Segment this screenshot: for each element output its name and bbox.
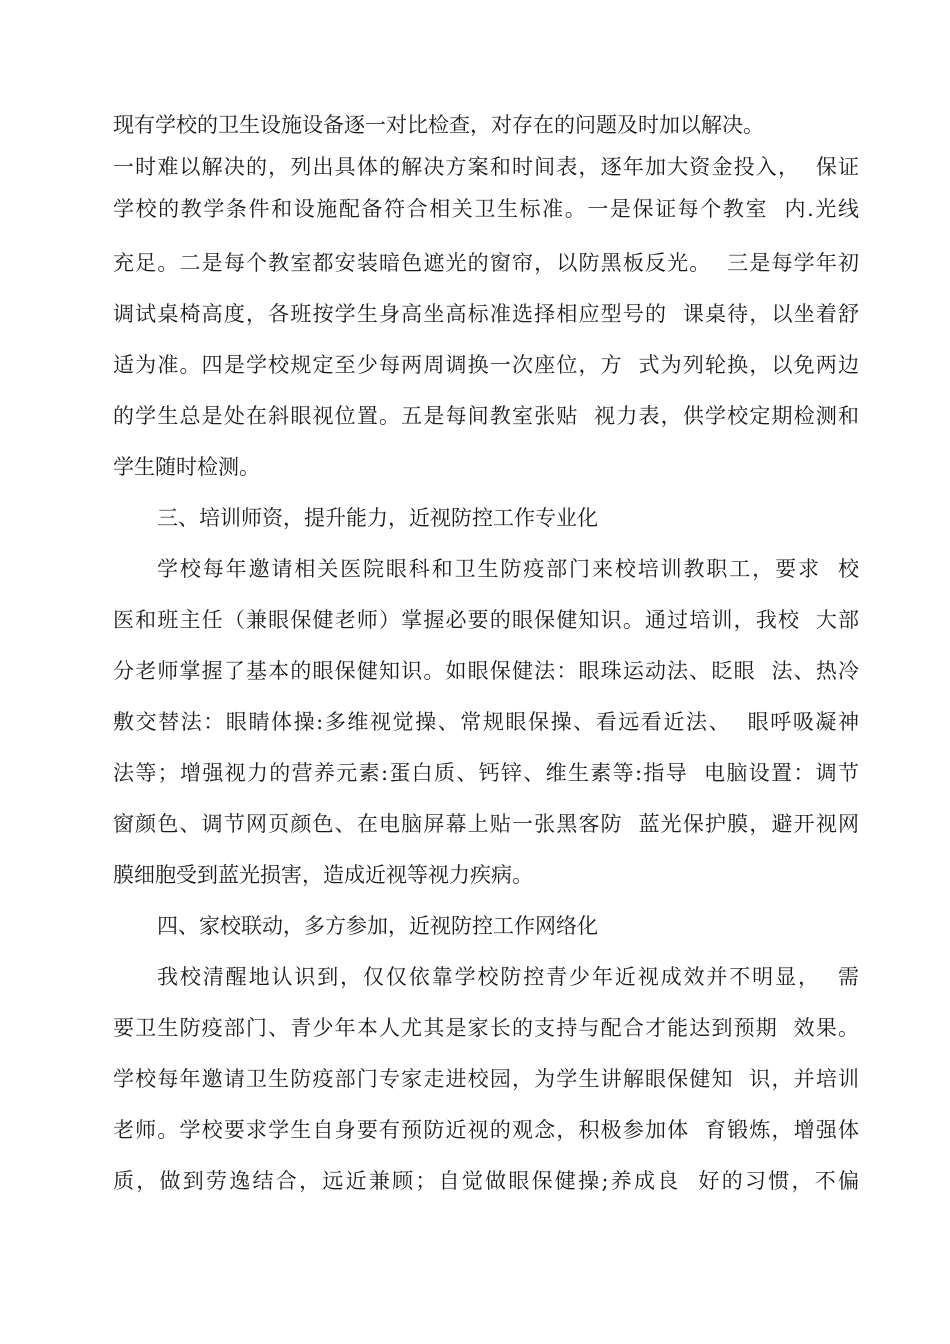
text-line: 学校每年邀请卫生防疫部门专家走进校园，为学生讲解眼保健知 识，并培训: [113, 1067, 859, 1091]
text-line: 学生随时检测。: [113, 455, 260, 479]
text-line: 分老师掌握了基本的眼保健知识。如眼保健法：眼珠运动法、眨眼 法、热冷: [113, 659, 859, 683]
text-line: 学校的教学条件和设施配备符合相关卫生标准。一是保证每个教室 内.光线: [113, 197, 859, 221]
text-line: 一时难以解决的，列出具体的解决方案和时间表，逐年加大资金投入， 保证: [113, 155, 859, 179]
text-line: 适为准。四是学校规定至少每两周调换一次座位，方 式为列轮换，以免两边: [113, 353, 859, 377]
section-heading: 三、培训师资，提升能力，近视防控工作专业化: [157, 506, 598, 530]
text-line: 法等；增强视力的营养元素:蛋白质、钙锌、维生素等:指导 电脑设置：调节: [113, 761, 859, 785]
section-heading: 四、家校联动，多方参加，近视防控工作网络化: [157, 914, 598, 938]
text-line: 敷交替法：眼睛体操:多维视觉操、常规眼保操、看远看近法、 眼呼吸凝神: [113, 710, 859, 734]
text-line: 老师。学校要求学生自身要有预防近视的观念，积极参加体 育锻炼，增强体: [113, 1118, 859, 1142]
text-line: 的学生总是处在斜眼视位置。五是每间教室张贴 视力表，供学校定期检测和: [113, 404, 859, 428]
text-line: 要卫生防疫部门、青少年本人尤其是家长的支持与配合才能达到预期 效果。: [113, 1016, 859, 1040]
text-line: 充足。二是每个教室都安装暗色遮光的窗帘，以防黑板反光。 三是每学年初: [113, 251, 859, 275]
text-line: 现有学校的卫生设施设备逐一对比检查，对存在的问题及时加以解决。: [113, 113, 764, 137]
text-line: 医和班主任（兼眼保健老师）掌握必要的眼保健知识。通过培训，我校 大部: [113, 608, 859, 632]
text-line: 学校每年邀请相关医院眼科和卫生防疫部门来校培训教职工，要求 校: [157, 557, 859, 581]
text-line: 我校清醒地认识到，仅仅依靠学校防控青少年近视成效并不明显， 需: [157, 965, 859, 989]
text-line: 膜细胞受到蓝光损害，造成近视等视力疾病。: [113, 863, 533, 887]
text-line: 窗颜色、调节网页颜色、在电脑屏幕上贴一张黑客防 蓝光保护膜，避开视网: [113, 812, 859, 836]
text-line: 调试桌椅高度，各班按学生身高坐高标准选择相应型号的 课桌待，以坐着舒: [113, 302, 859, 326]
text-line: 质，做到劳逸结合，远近兼顾；自觉做眼保健操;养成良 好的习惯，不偏: [113, 1169, 859, 1193]
